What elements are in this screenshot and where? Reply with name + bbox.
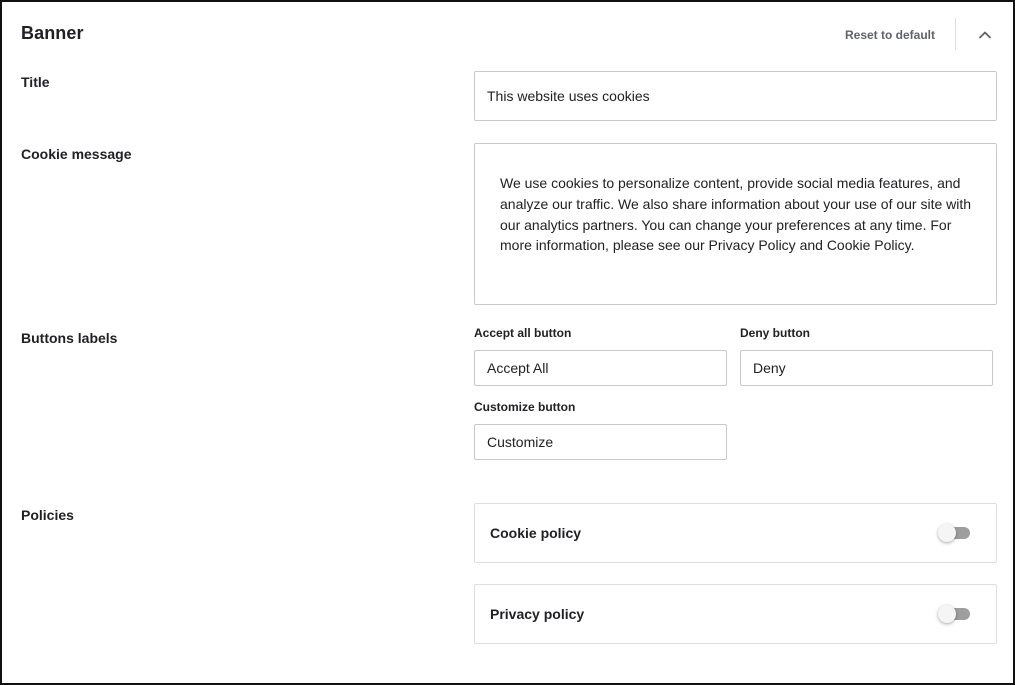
toggle-thumb — [938, 524, 956, 542]
customize-button-caption: Customize button — [474, 400, 576, 414]
title-input[interactable]: This website uses cookies — [474, 71, 997, 121]
header-divider — [955, 18, 956, 50]
customize-input[interactable]: Customize — [474, 424, 727, 460]
cookie-policy-toggle[interactable] — [938, 524, 972, 542]
toggle-thumb — [938, 605, 956, 623]
cookie-policy-label: Cookie policy — [490, 525, 582, 541]
title-label: Title — [21, 74, 50, 90]
accept-all-input[interactable]: Accept All — [474, 350, 727, 386]
cookie-message-label: Cookie message — [21, 146, 132, 162]
privacy-policy-label: Privacy policy — [490, 606, 585, 622]
reset-to-default-button[interactable]: Reset to default — [842, 26, 938, 44]
deny-input[interactable]: Deny — [740, 350, 993, 386]
deny-button-caption: Deny button — [740, 326, 810, 340]
privacy-policy-toggle[interactable] — [938, 605, 972, 623]
buttons-labels-label: Buttons labels — [21, 330, 118, 346]
accept-all-button-caption: Accept all button — [474, 326, 572, 340]
panel-title: Banner — [21, 23, 84, 43]
cookie-policy-card — [474, 503, 997, 563]
privacy-policy-card — [474, 584, 997, 644]
policies-label: Policies — [21, 507, 74, 523]
cookie-message-textarea[interactable]: We use cookies to personalize content, provide social media features, and analyze our traffic. We also share information about your use of our site with our analytics partners. You can change your preferences at any time. For more information, please see our Privacy Policy and Cookie Policy. — [474, 143, 997, 305]
chevron-up-icon — [977, 27, 993, 43]
collapse-button[interactable] — [972, 22, 998, 48]
